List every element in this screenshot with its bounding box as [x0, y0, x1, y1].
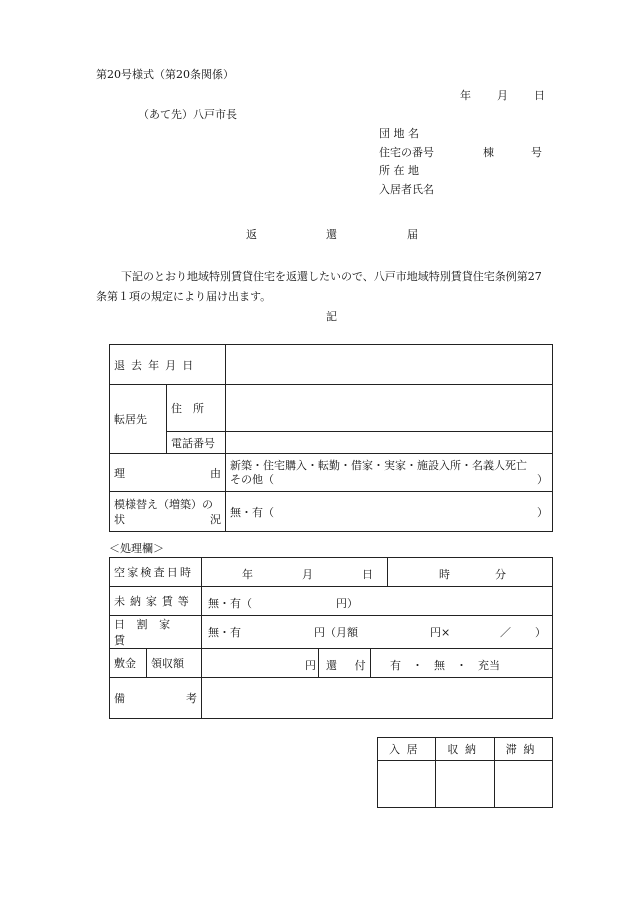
- riyu-other-open: その他（: [230, 472, 274, 486]
- akiya-month: 月: [302, 568, 313, 581]
- kanpu-options: 有 ・ 無 ・ 充当: [390, 659, 500, 672]
- title-char-3: 届: [407, 228, 418, 241]
- biko-label-l: 備: [114, 692, 125, 705]
- stamp-cell-nyukyo[interactable]: [378, 761, 436, 808]
- hiwari-value-flag: 無・有: [208, 626, 241, 639]
- moyogae-label: [110, 492, 226, 532]
- title-char-2: 還: [326, 228, 337, 241]
- riyu-other-close: ）: [537, 472, 548, 486]
- riyu-label-l: 理: [114, 466, 125, 480]
- minou-label: 未納家賃等: [110, 587, 202, 616]
- nyukyosha-label: 入居者氏名: [379, 183, 434, 196]
- go-label: 号: [531, 146, 542, 159]
- shozaichi-label: 所 在 地: [379, 164, 419, 177]
- moyogae-value-close: ）: [537, 505, 548, 519]
- shikikin-divider-2: [370, 649, 371, 678]
- addressee: （あて先）八戸市長: [138, 108, 237, 121]
- kanpu-label: 還 付: [326, 659, 369, 672]
- akiya-divider: [387, 558, 388, 587]
- biko-label: [110, 678, 202, 719]
- processing-table: [109, 557, 553, 719]
- akiya-value[interactable]: [202, 558, 553, 587]
- stamp-header-shuno: 収納: [436, 738, 494, 761]
- shikikin-label: 敷金: [110, 649, 147, 678]
- minou-value-close: 円）: [336, 597, 358, 610]
- shikikin-yen: 円: [305, 659, 316, 672]
- stamp-header-nyukyo: 入居: [378, 738, 436, 761]
- moyogae-value[interactable]: [226, 492, 553, 532]
- jusho-value[interactable]: [226, 385, 553, 432]
- date-year-label: 年: [460, 89, 471, 102]
- stamp-cell-shuno[interactable]: [436, 761, 494, 808]
- akiya-day: 日: [362, 568, 373, 581]
- moyogae-label-1: 模様替え（増築）の: [114, 497, 213, 511]
- jutaku-bango-label: 住宅の番号: [379, 146, 434, 159]
- minou-value-open: 無・有（: [208, 597, 252, 610]
- riyu-other: [230, 473, 548, 487]
- moyogae-label-2r: 況: [210, 512, 221, 526]
- body-text-line-1: 下記のとおり地域特別賃貸住宅を返還したいので、八戸市地域特別賃貸住宅条例第27: [121, 270, 542, 283]
- minou-value[interactable]: [202, 587, 553, 616]
- ryoshu-label: 領収額: [147, 649, 202, 678]
- danchi-label: 団 地 名: [379, 127, 419, 140]
- date-line: [460, 87, 544, 101]
- return-notification-table: [109, 344, 553, 532]
- hiwari-value[interactable]: [202, 616, 553, 649]
- hiwari-close: ）: [535, 626, 546, 639]
- moyogae-value-open: 無・有（: [230, 505, 274, 519]
- form-number: 第20号様式（第20条関係）: [96, 68, 234, 81]
- akiya-hour: 時: [439, 568, 450, 581]
- hiwari-slash: ／: [500, 626, 511, 639]
- denwa-value[interactable]: [226, 432, 553, 454]
- hiwari-yen: 円（月額: [314, 626, 358, 639]
- akiya-year: 年: [242, 568, 253, 581]
- riyu-value[interactable]: [226, 454, 553, 492]
- hiwari-yen2: 円×: [430, 626, 451, 639]
- moyogae-label-2l: 状: [114, 512, 125, 526]
- ki-label: 記: [326, 310, 337, 323]
- shikikin-value[interactable]: [202, 649, 553, 678]
- jusho-label: 住 所: [167, 385, 226, 432]
- to-label: 棟: [483, 146, 494, 159]
- biko-label-r: 考: [186, 692, 197, 705]
- riyu-label-r: 由: [210, 466, 221, 480]
- akiya-minute: 分: [495, 568, 506, 581]
- stamp-header-tainou: 滞納: [494, 738, 552, 761]
- riyu-options: 新築・住宅購入・転勤・借家・実家・施設入所・名義人死亡: [230, 458, 527, 472]
- body-text-line-2: 条第１項の規定により届け出ます。: [96, 290, 272, 303]
- denwa-label: 電話番号: [167, 432, 226, 454]
- date-month-label: 月: [497, 89, 508, 102]
- shikikin-divider-1: [318, 649, 319, 678]
- stamp-cell-tainou[interactable]: [494, 761, 552, 808]
- date-day-label: 日: [534, 89, 545, 102]
- hiwari-label: 日割家賃: [110, 616, 202, 649]
- taikyo-value[interactable]: [226, 345, 553, 385]
- biko-value[interactable]: [202, 678, 553, 719]
- title-char-1: 返: [246, 228, 257, 241]
- akiya-label: 空家検査日時: [110, 558, 202, 587]
- riyu-label: [110, 454, 226, 492]
- tenkyo-label: 転居先: [110, 385, 167, 454]
- processing-label: ＜処理欄＞: [109, 542, 164, 555]
- taikyo-label: 退去年月日: [110, 345, 226, 385]
- stamp-table: [377, 737, 553, 808]
